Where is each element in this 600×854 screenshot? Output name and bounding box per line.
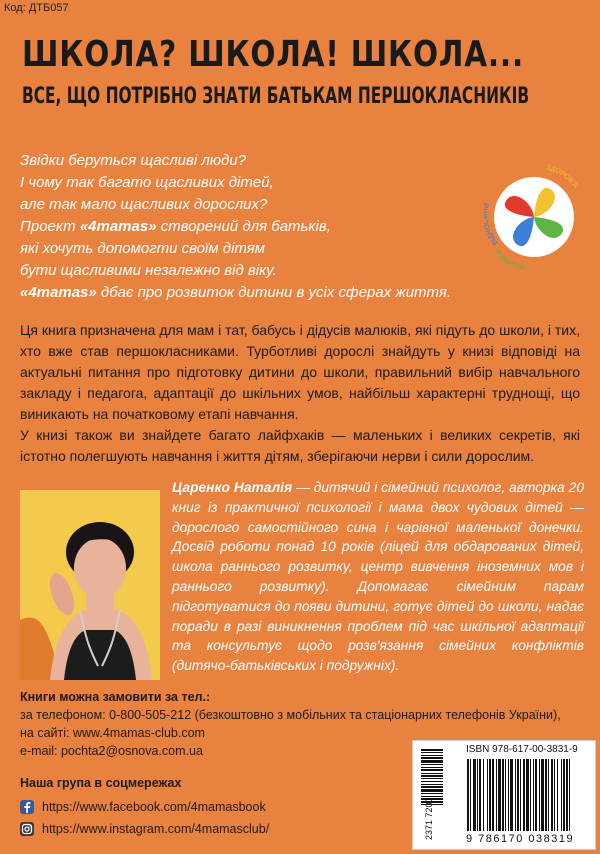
project-text: дбає про розвиток дитини в усіх сферах життя. <box>96 284 452 301</box>
project-text: Проект <box>20 218 80 235</box>
logo-word-1: ВІДНО <box>484 223 500 247</box>
barcode-addon-number: 2371 7200 <box>424 797 434 840</box>
ean-number: 9 786170 038319 <box>466 833 575 845</box>
instagram-icon <box>20 822 34 836</box>
product-code: Код: ДТБ057 <box>4 2 69 14</box>
book-subtitle: ВСЕ, ЩО ПОТРІБНО ЗНАТИ БАТЬКАМ ПЕРШОКЛАСНИКІВ <box>22 84 530 109</box>
logo-word-2: ЗДОРОВ'Я <box>545 164 579 190</box>
4mamas-heart-logo <box>484 155 584 275</box>
author-photo <box>20 490 160 680</box>
facebook-icon <box>20 800 34 814</box>
facebook-row[interactable] <box>20 796 269 818</box>
isbn-number: ISBN 978-617-00-3831-9 <box>466 744 578 755</box>
contacts-phone: за телефоном: 0-800-505-212 (безкоштовно з мобільних та стаціонарних телефонів України), <box>20 708 561 722</box>
author-bio-text: — дитячий і сімейний психолог, авторка 20 книг із практичної психології і мама двох чудових дітей — дорослого самостійного сина і чарівної маленької донечки. Досвід роботи понад 10 років (ліцей для обдарованих дітей, школа раннього розвитку, центр вивчення іноземних мов і раннього розвитку). Допомагає сімейним парам підготуватися до появи дитини, готує дітей до школи, надає поради в разі виникнення проблем під час шкільної адаптації та консультує щодо розв'язання сімейних конфліктів (дитячо-батьківських і подружніх). <box>172 480 585 674</box>
instagram-link[interactable]: https://www.instagram.com/4mamasclub/ <box>42 822 270 836</box>
instagram-row[interactable] <box>20 818 269 840</box>
brand-name: «4mamas» <box>79 218 157 235</box>
intro-line-1: Звідки беруться щасливі люди? <box>20 152 247 169</box>
description-paragraph-1: Ця книга призначена для мам і тат, бабусь і дідусів малюків, які підуть до школи, і тих, хто вже став першокласниками. Турботливі дорослі знайдуть у книзі відповіді на актуальні питання про підготовку дитини до школи, правильний вибір навчального закладу і педагога, адаптації до шкільних умов, найбільш характерні труднощі, що виникають на початковому етапі навчання. <box>20 322 580 422</box>
contacts-header: Книги можна замовити за тел.: <box>20 690 211 704</box>
intro-line-2: І чому так багато щасливих дітей, <box>20 174 274 191</box>
social-header: Наша група в соцмережах <box>20 776 182 790</box>
brand-name: «4mamas» <box>20 284 97 301</box>
author-portrait-image <box>20 490 160 680</box>
project-text: створений для батьків, <box>156 218 331 235</box>
intro-questions <box>20 150 340 216</box>
intro-line-3: але так мало щасливих дорослих? <box>20 196 268 213</box>
description-paragraph-2: У книзі також ви знайдете багато лайфхаків — маленьких і великих секретів, які істотно полегшують навчання і життя дітям, зберігаючи нерви і сили дорослим. <box>20 427 580 464</box>
facebook-link[interactable]: https://www.facebook.com/4mamasbook <box>42 800 266 814</box>
project-line-2: які хочуть допомогти своїм дітям <box>20 240 266 257</box>
logo-word-3: РОЗВИТОК <box>492 248 526 273</box>
contacts-site-link[interactable]: на сайті: www.4mamas-club.com <box>20 726 205 740</box>
author-bio <box>172 478 584 676</box>
book-title: ШКОЛА? ШКОЛА! ШКОЛА... <box>22 34 524 75</box>
contacts-email-link[interactable]: e-mail: pochta2@osnova.com.ua <box>20 744 203 758</box>
social-links <box>20 776 269 840</box>
author-name: Царенко Наталія <box>172 480 293 495</box>
project-line-3: бути щасливими незалежно від віку. <box>20 262 277 279</box>
book-description <box>20 320 580 467</box>
project-description <box>20 216 490 304</box>
heart-clover-icon <box>484 155 584 275</box>
